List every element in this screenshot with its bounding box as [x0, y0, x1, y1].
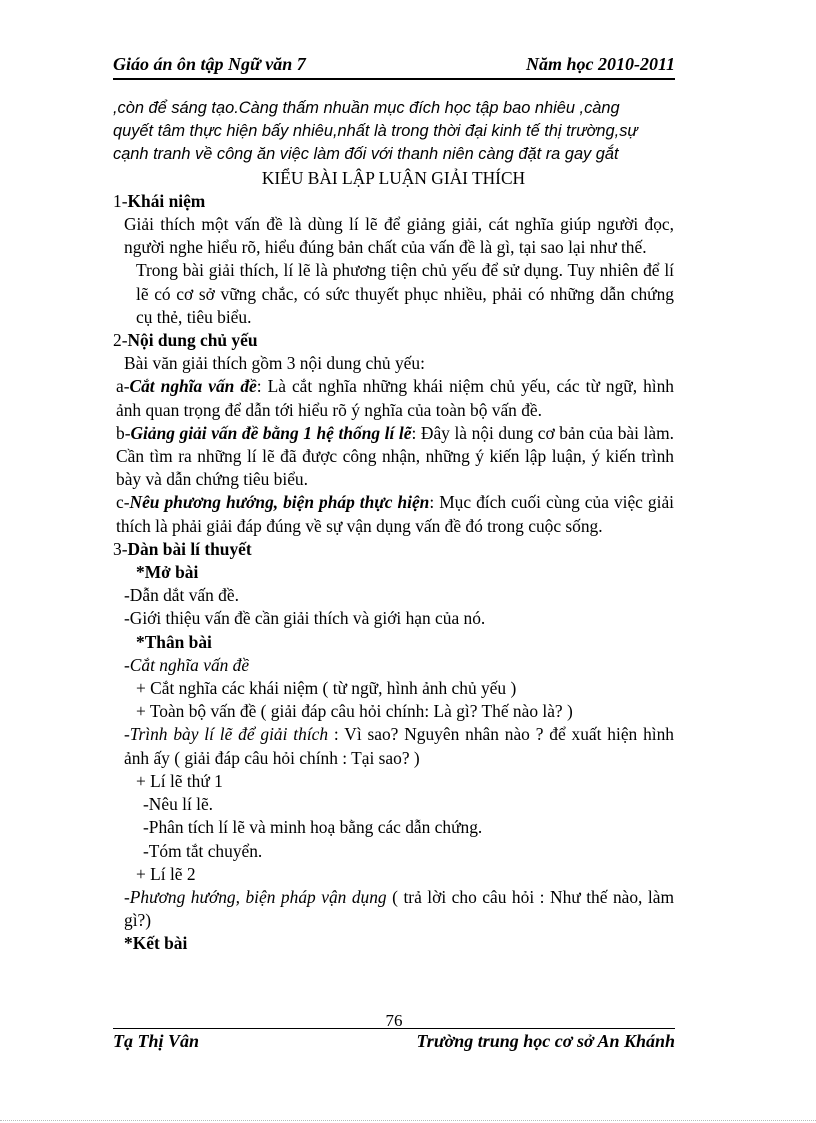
header-school-year: Năm học 2010-2011 — [525, 54, 675, 74]
item-b-text: : Đây là nội dung cơ bản của bài làm. Cần tìm ra những lí lẽ đã được công nhận, những ý kiến lập luận, ý kiến trình bày và dẫn chứng tiêu biểu. — [116, 422, 674, 490]
intro-line-3: cạnh tranh về công ăn việc làm đối với thanh niên càng đặt ra gay gắt — [113, 145, 619, 164]
page-footer — [113, 1011, 675, 1055]
section-3-title: Dàn bài lí thuyết — [127, 538, 252, 559]
section-1-title: Khái niệm — [127, 190, 206, 211]
section-1-heading — [113, 190, 674, 213]
section-2-title: Nội dung chủ yếu — [127, 330, 258, 351]
mo-bai-item-1: -Dẫn dắt vấn đề. — [124, 585, 239, 606]
intro-line-2: quyết tâm thực hiện bấy nhiêu,nhất là trong thời đại kinh tế thị trường,sự — [113, 122, 638, 141]
than-bai-heading: *Thân bài — [136, 631, 212, 652]
item-b-title: Giảng giải vấn đề bằng 1 hệ thống lí lẽ — [130, 422, 412, 443]
mo-bai-heading: *Mở bài — [136, 562, 199, 583]
page-header — [113, 52, 675, 80]
item-3-italic: -Phương hướng, biện pháp vận dụng — [124, 886, 387, 907]
section-2-heading — [113, 329, 674, 352]
than-bai-item-2 — [113, 723, 674, 769]
ket-bai-heading: *Kết bài — [124, 933, 188, 954]
content-item-c — [113, 491, 674, 537]
definition-paragraph-2: Trong bài giải thích, lí lẽ là phương tiện chủ yếu để sử dụng. Tuy nhiên để lí lẽ có cơ sở vững chắc, có sức thuyết phục nhiều, phải có những dẫn chứng cụ thẻ, tiêu biểu. — [136, 260, 674, 327]
than-bai-item-1: -Cắt nghĩa vấn đề — [124, 654, 250, 675]
footer-rule — [113, 1028, 675, 1029]
item-b-prefix: b- — [116, 422, 131, 443]
item-a-text: : Là cắt nghĩa những khái niệm chủ yếu, các từ ngữ, hình ảnh quan trọng để dẫn tới hiểu rõ ý nghĩa của toàn bộ vấn đề. — [116, 376, 674, 420]
item-c-title: Nêu phương hướng, biện pháp thực hiện — [129, 492, 430, 513]
item-a-prefix: a- — [116, 376, 130, 397]
section-2-intro: Bài văn giải thích gồm 3 nội dung chủ yếu: — [124, 353, 425, 374]
item-c-prefix: c- — [116, 492, 130, 513]
item-3-text: ( trả lời cho câu hỏi : Như thế nào, làm gì?) — [124, 886, 674, 931]
reason-2: + Lí lẽ 2 — [136, 863, 196, 884]
footer-school: Trường trung học cơ sở An Khánh — [416, 1031, 675, 1051]
footer-author: Tạ Thị Vân — [113, 1031, 200, 1051]
item-2-text: : Vì sao? Nguyên nhân nào ? để xuất hiện hình ảnh ấy ( giải đáp câu hỏi chính : Tại sao? ) — [124, 724, 674, 768]
section-1-number: 1- — [113, 190, 128, 211]
than-bai-item-1b: + Toàn bộ vấn đề ( giải đáp câu hỏi chính: Là gì? Thế nào là? ) — [136, 701, 573, 722]
header-title: Giáo án ôn tập Ngữ văn 7 — [113, 54, 306, 74]
than-bai-item-1a: + Cắt nghĩa các khái niệm ( từ ngữ, hình ảnh chủ yếu ) — [136, 678, 517, 699]
section-3-number: 3- — [113, 538, 128, 559]
reason-1: + Lí lẽ thứ 1 — [136, 770, 223, 791]
reason-1-step-2: -Phân tích lí lẽ và minh hoạ bằng các dẫn chứng. — [143, 817, 483, 838]
item-a-title: Cắt nghĩa vấn đề — [129, 376, 257, 397]
page-content — [113, 97, 674, 956]
page-number: 76 — [385, 1011, 403, 1030]
reason-1-step-3: -Tóm tắt chuyển. — [143, 840, 263, 861]
item-2-italic: -Trình bày lí lẽ để giải thích — [124, 724, 329, 745]
definition-paragraph-1: Giải thích một vấn đề là dùng lí lẽ để giảng giải, cát nghĩa giúp người đọc, người nghe hiểu rõ, hiểu đúng bản chất của vấn đề là gì, tại sao lại như thế. — [124, 214, 674, 258]
page-edge-divider — [0, 1120, 816, 1121]
intro-line-1: ,còn để sáng tạo.Càng thấm nhuần mục đích học tập bao nhiêu ,càng — [113, 99, 620, 117]
section-3-heading — [113, 538, 674, 561]
mo-bai-item-2: -Giới thiệu vấn đề cần giải thích và giới hạn của nó. — [124, 608, 486, 629]
content-item-b — [113, 422, 674, 492]
than-bai-item-3 — [113, 886, 674, 932]
item-c-text: : Mục đích cuối cùng của việc giải thích là phải giải đáp đúng về sự vận dụng vấn đề đó trong cuộc sống. — [116, 492, 674, 536]
content-item-a — [113, 375, 674, 421]
lesson-title: KIỂU BÀI LẬP LUẬN GIẢI THÍCH — [261, 167, 526, 188]
reason-1-step-1: -Nêu lí lẽ. — [143, 794, 214, 815]
section-2-number: 2- — [113, 330, 128, 351]
